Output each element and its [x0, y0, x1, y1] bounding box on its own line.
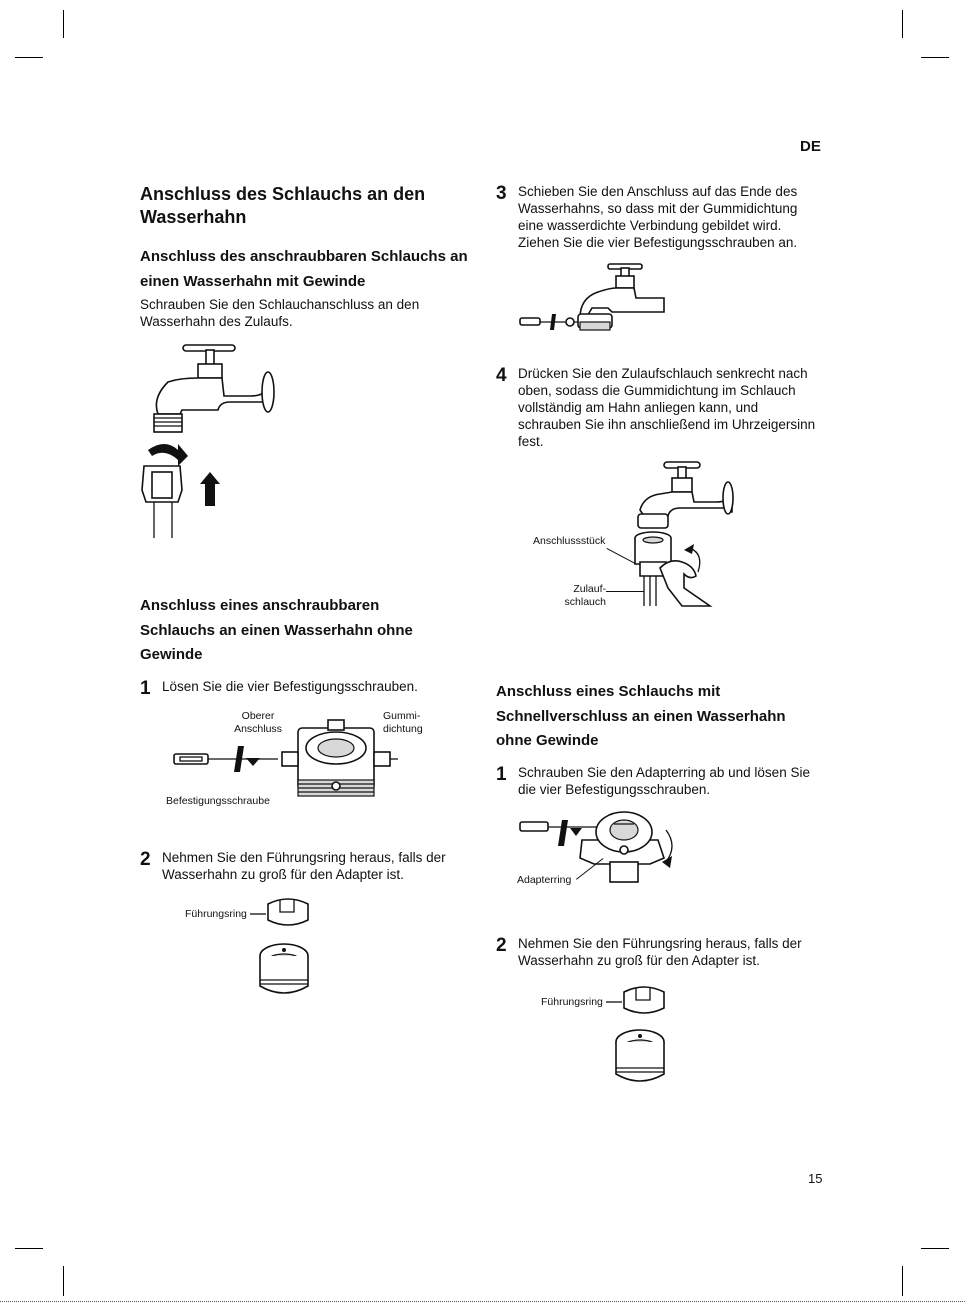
label-fuehrungsring: Führungsring: [185, 908, 247, 920]
step3-tap-adapter-illustration: [518, 262, 668, 337]
crop-mark: [63, 10, 64, 38]
label-fuehrungsring: Führungsring: [541, 996, 603, 1008]
step-text: Lösen Sie die vier Befestigungsschrauben.: [162, 679, 418, 694]
label-gummidichtung: Gummi- dichtung: [383, 710, 423, 735]
crop-mark: [902, 10, 903, 38]
step-text: Schrauben Sie den Adapterring ab und lösen Sie die vier Befestigungsschrauben.: [518, 765, 810, 797]
section-heading-quick-connect: Anschluss eines Schlauchs mit Schnellverschluss an einen Wasserhahn ohne Gewinde: [496, 683, 786, 749]
step-number: 2: [140, 849, 151, 870]
step-number: 1: [140, 678, 151, 699]
language-tag: DE: [800, 138, 821, 155]
section-heading-unthreaded: Anschluss eines anschraubbaren Schlauchs an einen Wasserhahn ohne Gewinde: [140, 597, 413, 663]
section-text-threaded: Schrauben Sie den Schlauchanschluss an den Wasserhahn des Zulaufs.: [140, 297, 420, 329]
leader-line: [606, 591, 644, 592]
step-number: 4: [496, 365, 507, 386]
step-text: Schieben Sie den Anschluss auf das Ende des Wasserhahns, so dass mit der Gummidichtung eine wasserdichte Verbindung gebildet wird. Ziehen Sie die vier Befestigungsschrauben an.: [518, 184, 798, 250]
crop-mark: [15, 57, 43, 58]
step-number: 2: [496, 935, 507, 956]
step-number: 3: [496, 183, 507, 204]
step-text: Nehmen Sie den Führungsring heraus, falls der Wasserhahn zu groß für den Adapter ist.: [162, 850, 446, 882]
threaded-tap-illustration: [140, 340, 290, 540]
crop-mark: [902, 1266, 903, 1296]
guide-ring-illustration: [604, 978, 674, 1088]
page-number: 15: [808, 1171, 823, 1186]
guide-ring-illustration: [248, 892, 318, 1002]
label-anschlussstueck: Anschlussstück: [533, 535, 606, 547]
step-text: Drücken Sie den Zulaufschlauch senkrecht nach oben, sodass die Gummidichtung im Schlauch vollständig am Hahn anliegen kann, und schrauben Sie ihn anschließend im Uhrzeigersinn fest.: [518, 366, 816, 449]
label-zulaufschlauch: Zulauf- schlauch: [564, 583, 606, 608]
step-number: 1: [496, 764, 507, 785]
crop-mark: [15, 1248, 43, 1249]
crop-mark: [921, 57, 949, 58]
step4-push-hose-illustration: [600, 458, 740, 610]
label-befestigungsschraube: Befestigungsschraube: [166, 795, 270, 807]
crop-mark: [63, 1266, 64, 1296]
label-oberer-anschluss: Oberer Anschluss: [234, 710, 282, 735]
page-title: Anschluss des Schlauchs an den Wasserhahn: [140, 184, 426, 227]
bottom-dotted-rule: [0, 1301, 965, 1302]
section-heading-threaded: Anschluss des anschraubbaren Schlauchs an einen Wasserhahn mit Gewinde: [140, 248, 468, 290]
crop-mark: [921, 1248, 949, 1249]
label-adapterring: Adapterring: [517, 874, 572, 886]
step-text: Nehmen Sie den Führungsring heraus, falls der Wasserhahn zu groß für den Adapter ist.: [518, 936, 802, 968]
